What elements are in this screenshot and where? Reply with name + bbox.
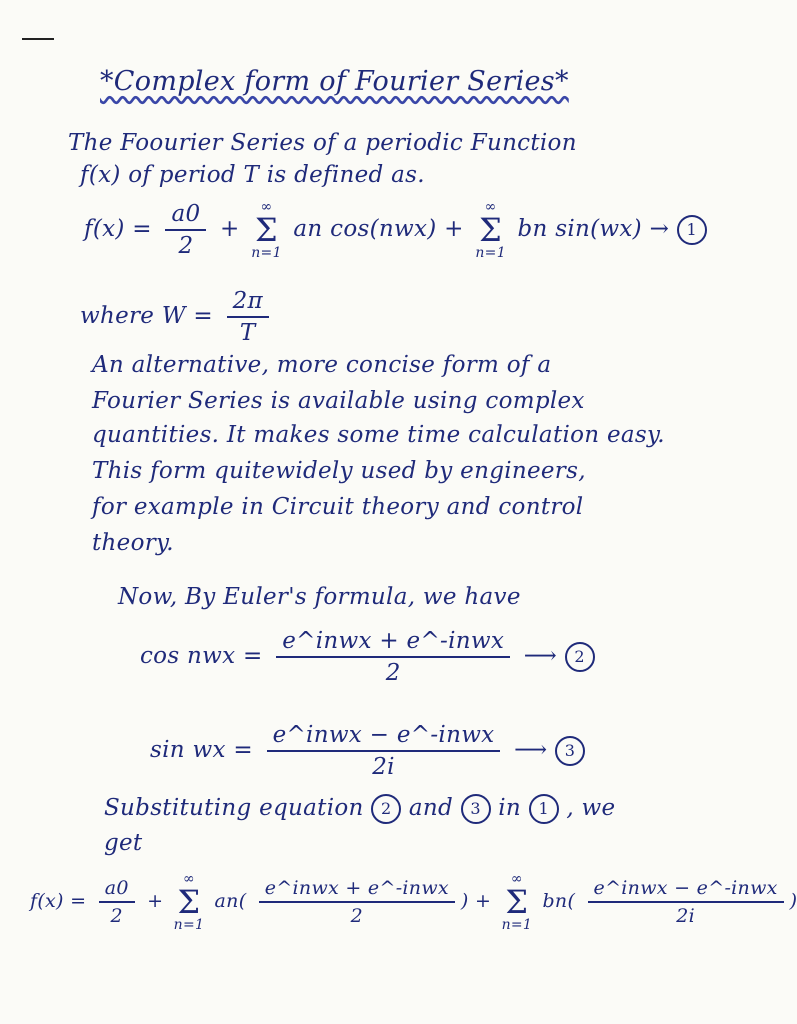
subst-ref-1: 1 bbox=[529, 794, 559, 824]
intro-line-2: f(x) of period T is defined as. bbox=[80, 162, 425, 188]
eq1-sum-b-top: ∞ bbox=[484, 199, 497, 215]
eq3-label: 3 bbox=[555, 736, 585, 766]
where-fraction bbox=[227, 288, 269, 346]
para-line-1: An alternative, more concise form of a bbox=[92, 352, 552, 378]
eq1-sum-a-bot: n=1 bbox=[251, 245, 282, 261]
page-title: *Complex form of Fourier Series* bbox=[100, 66, 569, 97]
eq1-label: 1 bbox=[677, 215, 707, 245]
para-line-4: This form quitewidely used by engineers, bbox=[92, 458, 586, 484]
final-lhs: f(x) = bbox=[30, 890, 87, 912]
euler-intro: Now, By Euler's formula, we have bbox=[118, 584, 521, 610]
arrow-icon: → bbox=[649, 216, 670, 242]
sin-den: 2i bbox=[372, 754, 395, 780]
subst-ref-2: 2 bbox=[371, 794, 401, 824]
where-definition bbox=[80, 288, 275, 346]
final-sum-b bbox=[502, 872, 533, 932]
cos-fraction bbox=[276, 628, 510, 686]
eq1-term-b: bn sin(wx) bbox=[517, 216, 642, 242]
sigma-icon: Σ bbox=[255, 211, 278, 249]
subst-and: and bbox=[408, 795, 454, 821]
eq1-term-a: an cos(nwx) bbox=[293, 216, 437, 242]
sin-lhs: sin wx = bbox=[150, 737, 253, 763]
where-num: 2π bbox=[227, 288, 269, 318]
eq2-label: 2 bbox=[565, 642, 595, 672]
final-a0-fraction bbox=[99, 877, 135, 927]
eq1-plus-2: + bbox=[444, 216, 464, 242]
eq1-a0-fraction bbox=[165, 201, 206, 259]
sigma-icon: Σ bbox=[505, 883, 529, 921]
subst-in: in bbox=[498, 795, 522, 821]
where-text: where W = bbox=[80, 303, 213, 329]
final-frac2-den: 2i bbox=[676, 905, 695, 927]
sin-fraction bbox=[267, 722, 501, 780]
cos-num: e^inwx + e^-inwx bbox=[276, 628, 510, 658]
eq1-lhs: f(x) = bbox=[84, 216, 152, 242]
substitution-line-2: get bbox=[104, 830, 143, 856]
final-frac-2 bbox=[588, 877, 784, 927]
eq1-sum-a-top: ∞ bbox=[260, 199, 273, 215]
equation-1 bbox=[84, 200, 707, 260]
subst-ref-3: 3 bbox=[461, 794, 491, 824]
long-arrow-icon: ⟶ bbox=[514, 737, 548, 763]
intro-line-1: The Foourier Series of a periodic Function bbox=[68, 130, 577, 156]
eq1-sum-b-bot: n=1 bbox=[475, 245, 506, 261]
eq1-plus-1: + bbox=[220, 216, 240, 242]
para-line-3: quantities. It makes some time calculation easy. bbox=[92, 422, 665, 448]
final-sum-b-top: ∞ bbox=[510, 871, 523, 887]
sigma-icon: Σ bbox=[177, 883, 201, 921]
cos-lhs: cos nwx = bbox=[140, 643, 263, 669]
final-bn: bn bbox=[542, 890, 568, 912]
eq1-a0-num: a0 bbox=[165, 201, 206, 231]
final-frac2-num: e^inwx − e^-inwx bbox=[588, 877, 784, 903]
subst-text: Substituting equation bbox=[104, 795, 364, 821]
final-equation: f(x) = $\frac{a0}{2}$ + ∞ Σ n=1 an( $\frac{\text{e\textasciicircum{}inwx + e\textasciicircum{}-inwx}}{2}$ ) + ∞ Σ n=1 bn( $\frac{\text{e\textasciicircum{}inwx − e\textasciicircum{}-inwx}}{2i}$ ) bbox=[30, 871, 797, 933]
subst-we: , we bbox=[566, 795, 616, 821]
where-den: T bbox=[239, 320, 256, 346]
eq1-sum-a bbox=[251, 200, 282, 260]
sigma-icon: Σ bbox=[479, 211, 503, 249]
final-frac-1 bbox=[259, 877, 455, 927]
final-sum-a-top: ∞ bbox=[182, 871, 195, 887]
final-plus-1: + bbox=[147, 890, 164, 912]
eq1-sum-b bbox=[475, 200, 506, 260]
final-plus-2: + bbox=[474, 890, 492, 912]
substitution-line-1 bbox=[104, 794, 615, 824]
eq1-a0-den: 2 bbox=[178, 233, 194, 259]
final-a0-den: 2 bbox=[110, 905, 123, 927]
final-sum-a bbox=[174, 872, 205, 932]
cos-den: 2 bbox=[385, 660, 401, 686]
corner-dash bbox=[22, 38, 54, 40]
final-frac1-den: 2 bbox=[350, 905, 364, 927]
para-line-2: Fourier Series is available using complex bbox=[92, 388, 585, 414]
long-arrow-icon: ⟶ bbox=[523, 643, 558, 669]
para-line-5: for example in Circuit theory and control bbox=[92, 494, 584, 520]
final-a0-num: a0 bbox=[99, 877, 135, 903]
final-frac1-num: e^inwx + e^-inwx bbox=[259, 877, 455, 903]
para-line-6: theory. bbox=[92, 530, 174, 556]
sin-num: e^inwx − e^-inwx bbox=[267, 722, 501, 752]
final-sum-a-bot: n=1 bbox=[173, 917, 205, 933]
equation-2 bbox=[140, 628, 595, 686]
equation-3 bbox=[150, 722, 585, 780]
final-sum-b-bot: n=1 bbox=[501, 917, 533, 933]
final-an: an bbox=[214, 890, 239, 912]
